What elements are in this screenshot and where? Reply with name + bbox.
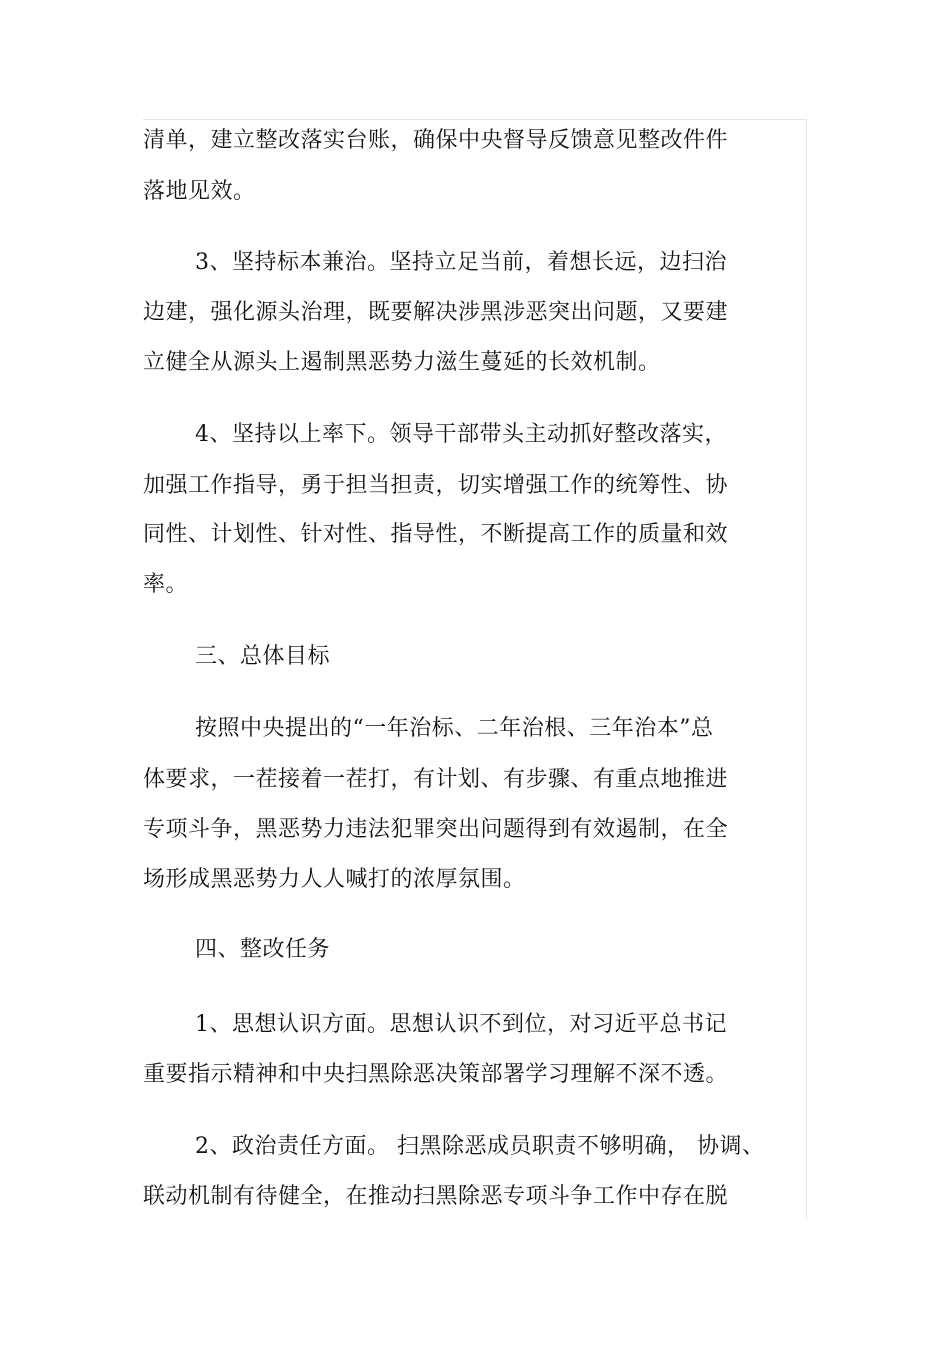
paragraph-line: 加强工作指导，勇于担当担责，切实增强工作的统筹性、协 [143, 473, 729, 498]
paragraph-line: 立健全从源头上遏制黑恶势力滋生蔓延的长效机制。 [143, 350, 661, 375]
paragraph-line: 1、思想认识方面。思想认识不到位，对习近平总书记 [195, 1012, 727, 1037]
section-heading: 三、总体目标 [195, 644, 331, 669]
paragraph-line: 场形成黑恶势力人人喊打的浓厚氛围。 [143, 867, 526, 892]
paragraph-line: 落地见效。 [143, 179, 256, 204]
paragraph-line: 按照中央提出的“一年治标、二年治根、三年治本”总 [195, 716, 714, 741]
paragraph-line: 同性、计划性、针对性、指导性，不断提高工作的质量和效 [143, 522, 729, 547]
paragraph-line: 率。 [143, 572, 189, 597]
paragraph-line: 专项斗争，黑恶势力违法犯罪突出问题得到有效遏制，在全 [143, 817, 729, 842]
paragraph-line: 联动机制有待健全，在推动扫黑除恶专项斗争工作中存在脱 [143, 1184, 729, 1209]
paragraph-line: 3、坚持标本兼治。坚持立足当前，着想长远，边扫治 [195, 250, 727, 275]
paragraph-line: 清单，建立整改落实台账，确保中央督导反馈意见整改件件 [143, 128, 729, 153]
section-heading: 四、整改任务 [195, 937, 331, 962]
paragraph-line: 体要求，一茬接着一茬打，有计划、有步骤、有重点地推进 [143, 767, 729, 792]
paragraph-line: 2、政治责任方面。 扫黑除恶成员职责不够明确， 协调、 [195, 1134, 765, 1159]
paragraph-line: 边建，强化源头治理，既要解决涉黑涉恶突出问题，又要建 [143, 300, 729, 325]
paragraph-line: 重要指示精神和中央扫黑除恶决策部署学习理解不深不透。 [143, 1062, 729, 1087]
paragraph-line: 4、坚持以上率下。领导干部带头主动抓好整改落实， [195, 422, 727, 447]
